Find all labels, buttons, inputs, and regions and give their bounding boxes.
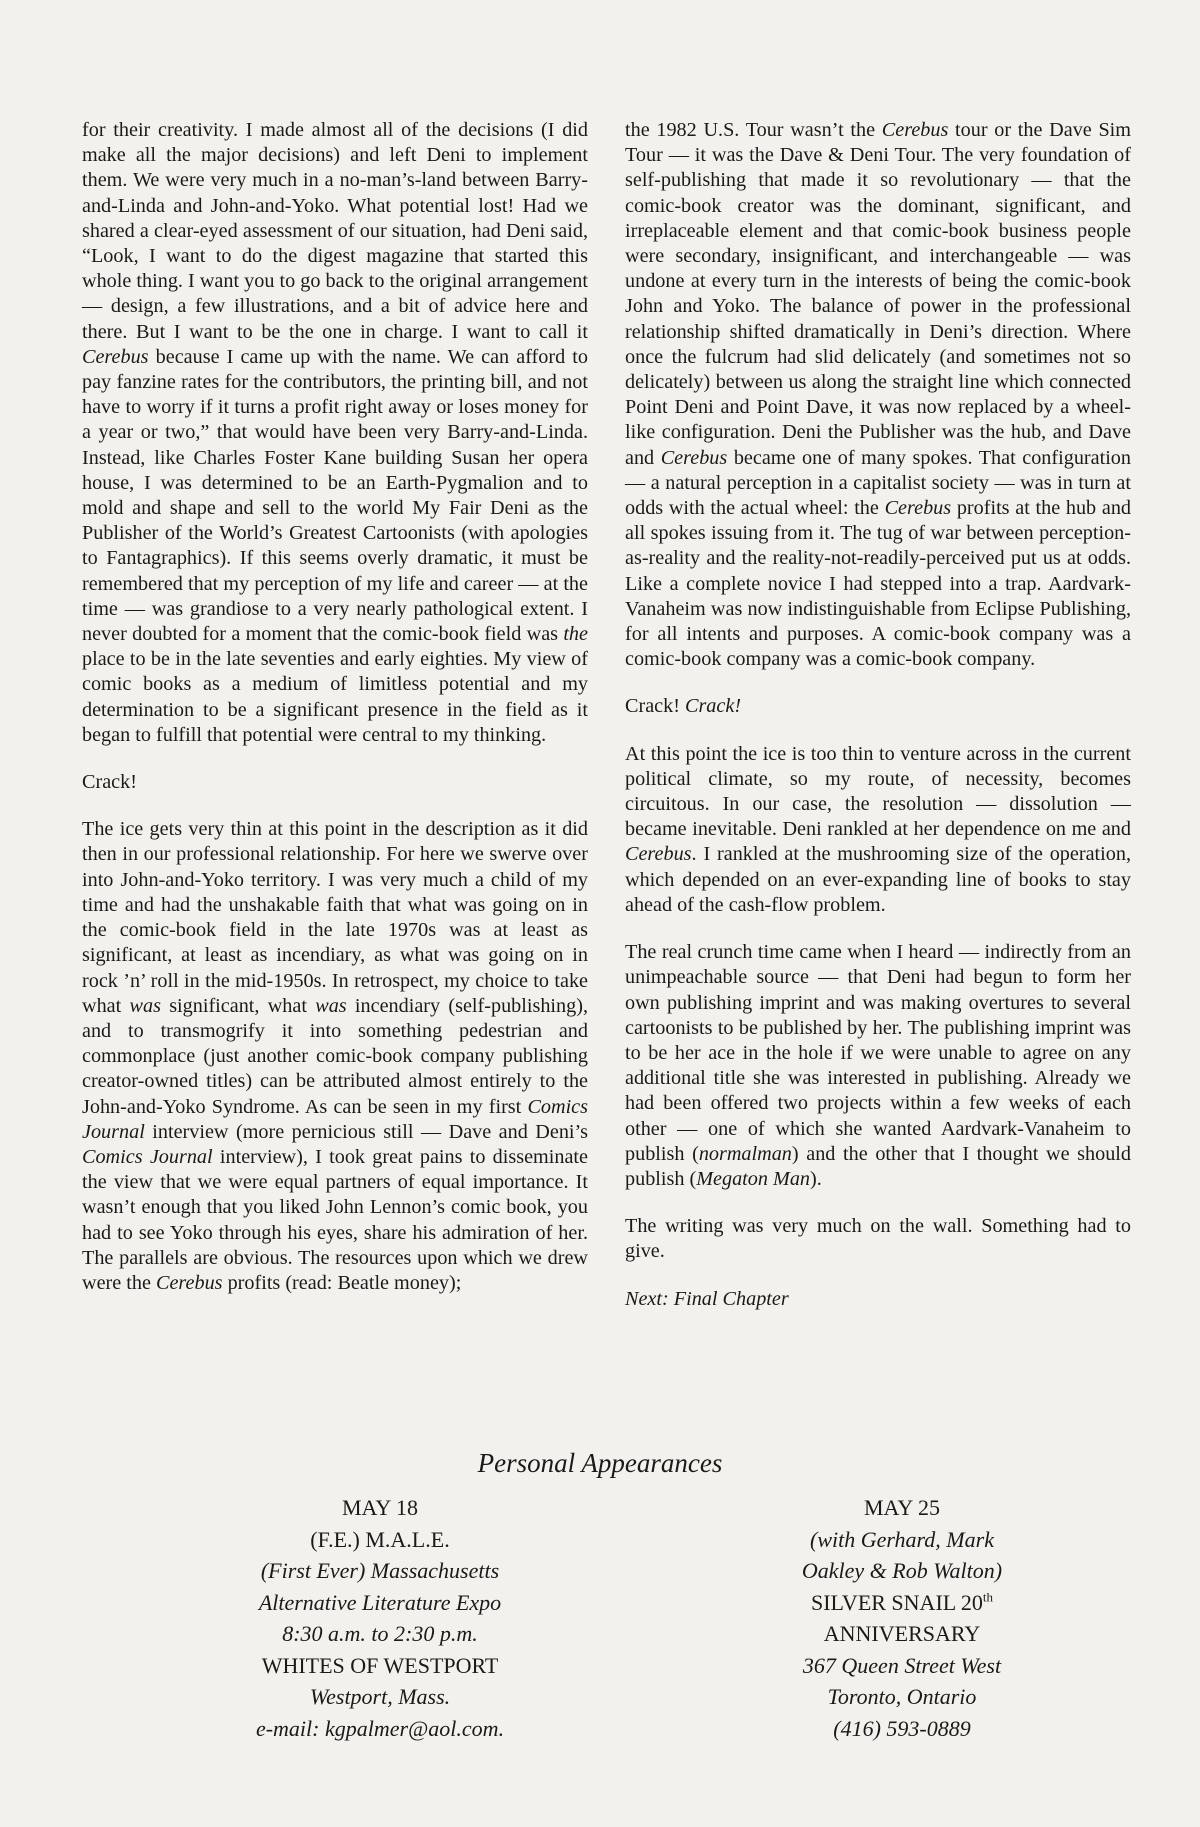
left-column <box>82 118 588 1318</box>
appearance-line: (F.E.) M.A.L.E. <box>310 1526 450 1552</box>
appearance-line: Oakley & Rob Walton) <box>801 1558 1003 1583</box>
appearance-line: (First Ever) Massachusetts <box>260 1558 500 1583</box>
appearance-time: 8:30 a.m. to 2:30 p.m. <box>282 1621 478 1646</box>
appearance-venue: SILVER SNAIL 20th <box>810 1589 994 1615</box>
paragraph: At this point the ice is too thin to venture across in the current political climate, so my route, of necessity, becomes circuitous. In our case, the resolution — dissolution — became inevitable. Deni rankled at her dependence on me and Cerebus. I rankled at the mushrooming size of the operation, which depended on an ever-expanding line of books to stay ahead of the cash-flow problem. <box>625 742 1131 916</box>
appearance-line: ANNIVERSARY <box>823 1621 981 1646</box>
paragraph: The writing was very much on the wall. Something had to give. <box>625 1215 1131 1263</box>
appearance-location: Toronto, Ontario <box>827 1684 977 1709</box>
appearance-line: Alternative Literature Expo <box>258 1589 502 1615</box>
appearance-may-18 <box>200 1492 560 1744</box>
right-column <box>625 118 1131 1334</box>
appearance-address: 367 Queen Street West <box>802 1652 1002 1678</box>
paragraph: Crack! <box>82 771 137 794</box>
appearance-line: (with Gerhard, Mark <box>810 1526 994 1552</box>
next-chapter-note: Next: Final Chapter <box>625 1287 789 1310</box>
appearance-date: MAY 18 <box>341 1495 418 1520</box>
appearance-location: Westport, Mass. <box>309 1684 451 1709</box>
paragraph: The ice gets very thin at this point in the description as it did then in our professional relationship. For here we swerve over into John-and-Yoko territory. I was very much a child of my time and had the unshakable faith that what was going on in the comic-book field in the late 1970s was at least as significant, at least as incendiary, as what was going on in rock ’n’ roll in the mid-1950s. In retrospect, my choice to take what was significant, what was incendiary (self-publishing), and to transmogrify it into something pedestrian and commonplace (just another comic-book company publishing creator-owned titles) can be attributed almost entirely to the John-and-Yoko Syndrome. As can be seen in my first Comics Journal interview (more pernicious still — Dave and Deni’s Comics Journal interview), I took great pains to disseminate the view that we were equal partners of equal importance. It wasn’t enough that you liked John Lennon’s comic book, you had to see Yoko through his eyes, share his admiration of her. The parallels are obvious. The resources upon which we drew were the Cerebus profits (read: Beatle money); <box>82 818 588 1294</box>
paragraph: for their creativity. I made almost all of the decisions (I did make all the major decisions) and left Deni to implement them. We were very much in a no-man’s-land between Barry-and-Linda and John-and-Yoko. What potential lost! Had we shared a clear-eyed assessment of our situation, had Deni said, “Look, I want to do the digest magazine that started this whole thing. I want you to go back to the original arrangement — design, a few illustrations, and a bit of advice here and there. But I want to be the one in charge. I want to call it Cerebus because I came up with the name. We can afford to pay fanzine rates for the contributors, the printing bill, and not have to worry if it turns a profit right away or loses money for a year or two,” that would have been very Barry-and-Linda. Instead, like Charles Foster Kane building Susan her opera house, I was determined to be an Earth-Pygmalion and to mold and shape and sell to the world My Fair Deni as the Publisher of the World’s Greatest Cartoonists (with apologies to Fantagraphics). If this seems overly dramatic, it must be remembered that my perception of my life and career — at the time — was grandiose to a very nearly pathological extent. I never doubted for a moment that the comic-book field was the place to be in the late seventies and early eighties. My view of comic books as a medium of limitless potential and my determination to be a significant presence in the field as it began to fulfill that potential were central to my thinking. <box>82 119 588 746</box>
appearance-venue: WHITES OF WESTPORT <box>261 1652 499 1678</box>
appearance-may-25 <box>722 1492 1082 1744</box>
appearance-phone: (416) 593-0889 <box>833 1715 971 1741</box>
appearance-date: MAY 25 <box>863 1495 940 1520</box>
paragraph: Crack! Crack! <box>625 695 742 718</box>
paragraph: The real crunch time came when I heard — indirectly from an unimpeachable source — that Deni had begun to form her own publishing imprint and was making overtures to several cartoonists to be published by her. The publishing imprint was to be her ace in the hole if we were unable to agree on any additional title she was interested in publishing. Already we had been offered two projects within a few weeks of each other — one of which she wanted Aardvark-Vanaheim to publish (normalman) and the other that I thought we should publish (Megaton Man). <box>625 941 1132 1190</box>
personal-appearances-title: Personal Appearances <box>477 1448 723 1478</box>
paragraph: the 1982 U.S. Tour wasn’t the Cerebus tour or the Dave Sim Tour — it was the Dave & Deni Tour. The very foundation of self-publishing that made it so revolutionary — that the comic-book creator was the dominant, significant, and irreplaceable element and that comic-book business people were secondary, insignificant, and interchangeable — was undone at every turn in the interests of being the comic-book John and Yoko. The balance of power in the professional relationship shifted dramatically in Deni’s direction. Where once the fulcrum had slid delicately (and sometimes not so delicately) between us along the straight line which connected Point Deni and Point Dave, it was now replaced by a wheel-like configuration. Deni the Publisher was the hub, and Dave and Cerebus became one of many spokes. That configuration — a natural perception in a capitalist society — was in turn at odds with the actual wheel: the Cerebus profits at the hub and all spokes issuing from it. The tug of war between perception-as-reality and the reality-not-readily-perceived put us at odds. Like a complete novice I had stepped into a trap. Aardvark-Vanaheim was now indistinguishable from Eclipse Publishing, for all intents and purposes. A comic-book company was a comic-book company was a comic-book company. <box>625 119 1132 671</box>
appearance-email: e-mail: kgpalmer@aol.com. <box>255 1715 505 1741</box>
